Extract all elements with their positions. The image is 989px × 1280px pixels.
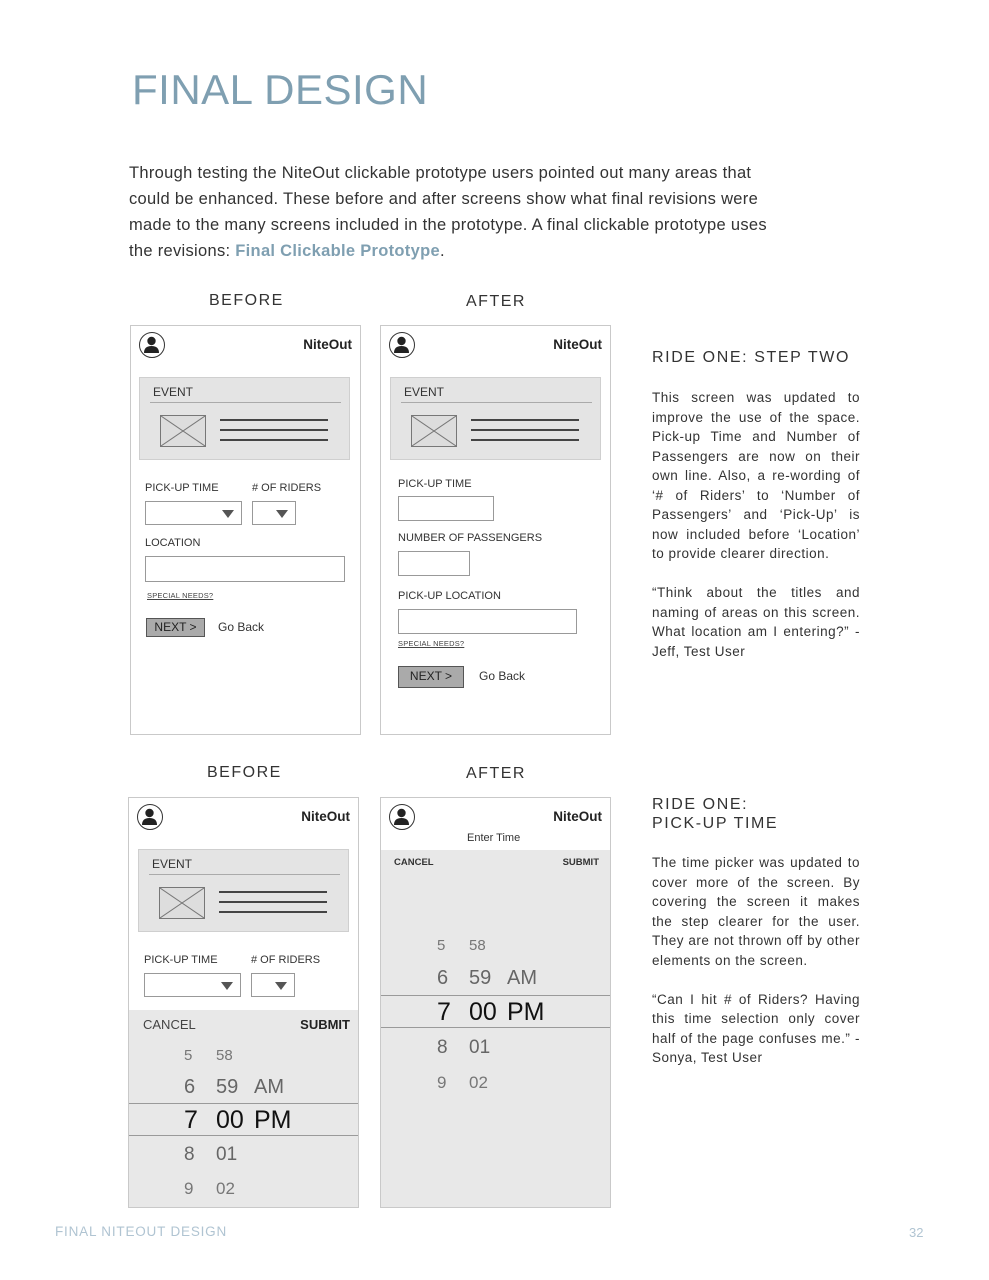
divider	[149, 874, 340, 875]
picker-minute[interactable]: 01	[469, 1037, 491, 1058]
footer-title: FINAL NITEOUT DESIGN	[55, 1224, 228, 1239]
pickup-time-input[interactable]	[398, 496, 494, 521]
picker-hour[interactable]: 9	[184, 1179, 194, 1198]
chevron-down-icon	[276, 510, 288, 518]
intro-text: Through testing the NiteOut clickable prototype users pointed out many areas that could be enhanced. These before and after screens show what final revisions were made to the many screens included in the prototype. A final clickable prototype uses the revisions:	[129, 164, 767, 260]
picker-ampm-selected[interactable]: PM	[254, 1106, 292, 1134]
user-avatar-icon[interactable]	[137, 804, 163, 830]
picker-selection-top	[129, 1103, 359, 1104]
riders-label: # OF RIDERS	[251, 954, 321, 966]
section1-text	[652, 388, 860, 681]
picker-minute[interactable]: 58	[469, 937, 486, 954]
pickup-time-label: PICK-UP TIME	[145, 482, 219, 494]
next-button[interactable]: NEXT >	[398, 666, 464, 688]
user-avatar-icon[interactable]	[389, 332, 415, 358]
phone-before-pickup-time	[128, 797, 359, 1208]
image-placeholder-icon	[160, 415, 206, 447]
divider	[150, 402, 341, 403]
special-needs-link[interactable]: SPECIAL NEEDS?	[147, 591, 214, 600]
user-avatar-icon[interactable]	[389, 804, 415, 830]
submit-button[interactable]: SUBMIT	[300, 1017, 350, 1032]
event-card	[138, 849, 349, 932]
text-line	[219, 911, 327, 913]
divider	[401, 402, 592, 403]
brand-logo: NiteOut	[303, 337, 352, 352]
event-card	[390, 377, 601, 460]
go-back-link[interactable]: Go Back	[479, 669, 526, 683]
time-picker-fullscreen[interactable]	[381, 850, 611, 1208]
text-line	[471, 429, 579, 431]
section2-body: The time picker was updated to cover more of the screen. By covering the screen it makes the step clearer for the user. They are not thrown off by other elements on the screen.	[652, 855, 860, 968]
picker-hour[interactable]: 8	[437, 1037, 448, 1058]
image-placeholder-icon	[411, 415, 457, 447]
brand-logo: NiteOut	[553, 809, 602, 824]
section2-heading	[652, 795, 778, 833]
section2-heading-line2: PICK-UP TIME	[652, 815, 779, 832]
picker-minute[interactable]: 59	[469, 967, 492, 989]
event-label: EVENT	[404, 385, 445, 399]
before-label-2: BEFORE	[207, 764, 282, 781]
location-input[interactable]	[145, 556, 345, 582]
picker-ampm-selected[interactable]: PM	[507, 998, 545, 1026]
section2-heading-line1: RIDE ONE:	[652, 796, 749, 813]
go-back-link[interactable]: Go Back	[218, 620, 265, 634]
enter-time-label: Enter Time	[467, 832, 521, 844]
special-needs-link[interactable]: SPECIAL NEEDS?	[398, 639, 465, 648]
picker-selection-bottom	[381, 1027, 611, 1028]
chevron-down-icon	[222, 510, 234, 518]
passengers-input[interactable]	[398, 551, 470, 576]
picker-minute[interactable]: 58	[216, 1047, 233, 1064]
text-line	[219, 901, 327, 903]
event-label: EVENT	[152, 857, 193, 871]
image-placeholder-icon	[159, 887, 205, 919]
text-line	[471, 419, 579, 421]
text-line	[220, 419, 328, 421]
section2-quote: “Can I hit # of Riders? Having this time selection only cover half of the page confuses me.” - Sonya, Test User	[652, 991, 860, 1065]
brand-logo: NiteOut	[301, 809, 350, 824]
pickup-time-label: PICK-UP TIME	[398, 478, 472, 490]
intro-end: .	[439, 242, 445, 260]
passengers-label: NUMBER OF PASSENGERS	[398, 532, 543, 544]
pickup-location-input[interactable]	[398, 609, 577, 634]
picker-selection-bottom	[129, 1135, 359, 1136]
picker-selection-top	[381, 995, 611, 996]
picker-hour[interactable]: 5	[437, 937, 446, 954]
time-picker[interactable]	[129, 1010, 359, 1208]
text-line	[220, 429, 328, 431]
picker-ampm[interactable]: AM	[507, 967, 537, 989]
before-label-1: BEFORE	[209, 292, 284, 309]
submit-button[interactable]: SUBMIT	[562, 857, 599, 868]
pickup-time-label: PICK-UP TIME	[144, 954, 218, 966]
final-prototype-link[interactable]: Final Clickable Prototype	[235, 242, 440, 260]
next-button[interactable]: NEXT >	[146, 618, 205, 637]
riders-label: # OF RIDERS	[252, 482, 322, 494]
picker-hour[interactable]: 5	[184, 1047, 193, 1064]
section1-quote: “Think about the titles and naming of areas on this screen. What location am I entering?” - Jeff, Test User	[652, 585, 860, 659]
user-avatar-icon[interactable]	[139, 332, 165, 358]
chevron-down-icon	[275, 982, 287, 990]
riders-select[interactable]	[251, 973, 295, 997]
phone-after-step-two	[380, 325, 611, 735]
picker-hour-selected[interactable]: 7	[184, 1106, 198, 1134]
brand-logo: NiteOut	[553, 337, 602, 352]
event-label: EVENT	[153, 385, 194, 399]
text-line	[220, 439, 328, 441]
picker-minute[interactable]: 01	[216, 1144, 238, 1165]
text-line	[471, 439, 579, 441]
after-label-2: AFTER	[466, 765, 526, 782]
picker-minute[interactable]: 59	[216, 1076, 239, 1098]
pickup-time-select[interactable]	[144, 973, 241, 997]
picker-hour[interactable]: 8	[184, 1144, 195, 1165]
text-line	[219, 891, 327, 893]
section1-body: This screen was updated to improve the use of the space. Pick-up Time and Number of Passengers are now on their own line. Also, a re-wording of ‘# of Riders’ to ‘Number of Passengers’ and ‘Pick-Up’ is now included before ‘Location’ to provide clearer direction.	[652, 390, 860, 561]
pickup-time-select[interactable]	[145, 501, 242, 525]
page-number: 32	[909, 1225, 924, 1240]
picker-minute-selected[interactable]: 00	[216, 1106, 244, 1134]
cancel-button[interactable]: CANCEL	[143, 1017, 196, 1032]
picker-minute[interactable]: 02	[216, 1179, 235, 1198]
cancel-button[interactable]: CANCEL	[394, 857, 434, 868]
picker-minute[interactable]: 02	[469, 1073, 488, 1092]
section1-heading: RIDE ONE: STEP TWO	[652, 349, 851, 366]
riders-select[interactable]	[252, 501, 296, 525]
after-label-1: AFTER	[466, 293, 526, 310]
page-title: FINAL DESIGN	[132, 66, 429, 113]
section2-text	[652, 853, 860, 1087]
picker-minute-selected[interactable]: 00	[469, 998, 497, 1026]
phone-after-pickup-time	[380, 797, 611, 1208]
phone-before-step-two	[130, 325, 361, 735]
event-card	[139, 377, 350, 460]
pickup-location-label: PICK-UP LOCATION	[398, 590, 501, 602]
picker-hour-selected[interactable]: 7	[437, 998, 451, 1026]
picker-ampm[interactable]: AM	[254, 1076, 284, 1098]
picker-hour[interactable]: 9	[437, 1073, 447, 1092]
chevron-down-icon	[221, 982, 233, 990]
picker-hour[interactable]: 6	[437, 967, 449, 989]
picker-hour[interactable]: 6	[184, 1076, 196, 1098]
intro-paragraph	[129, 160, 779, 264]
location-label: LOCATION	[145, 537, 201, 549]
